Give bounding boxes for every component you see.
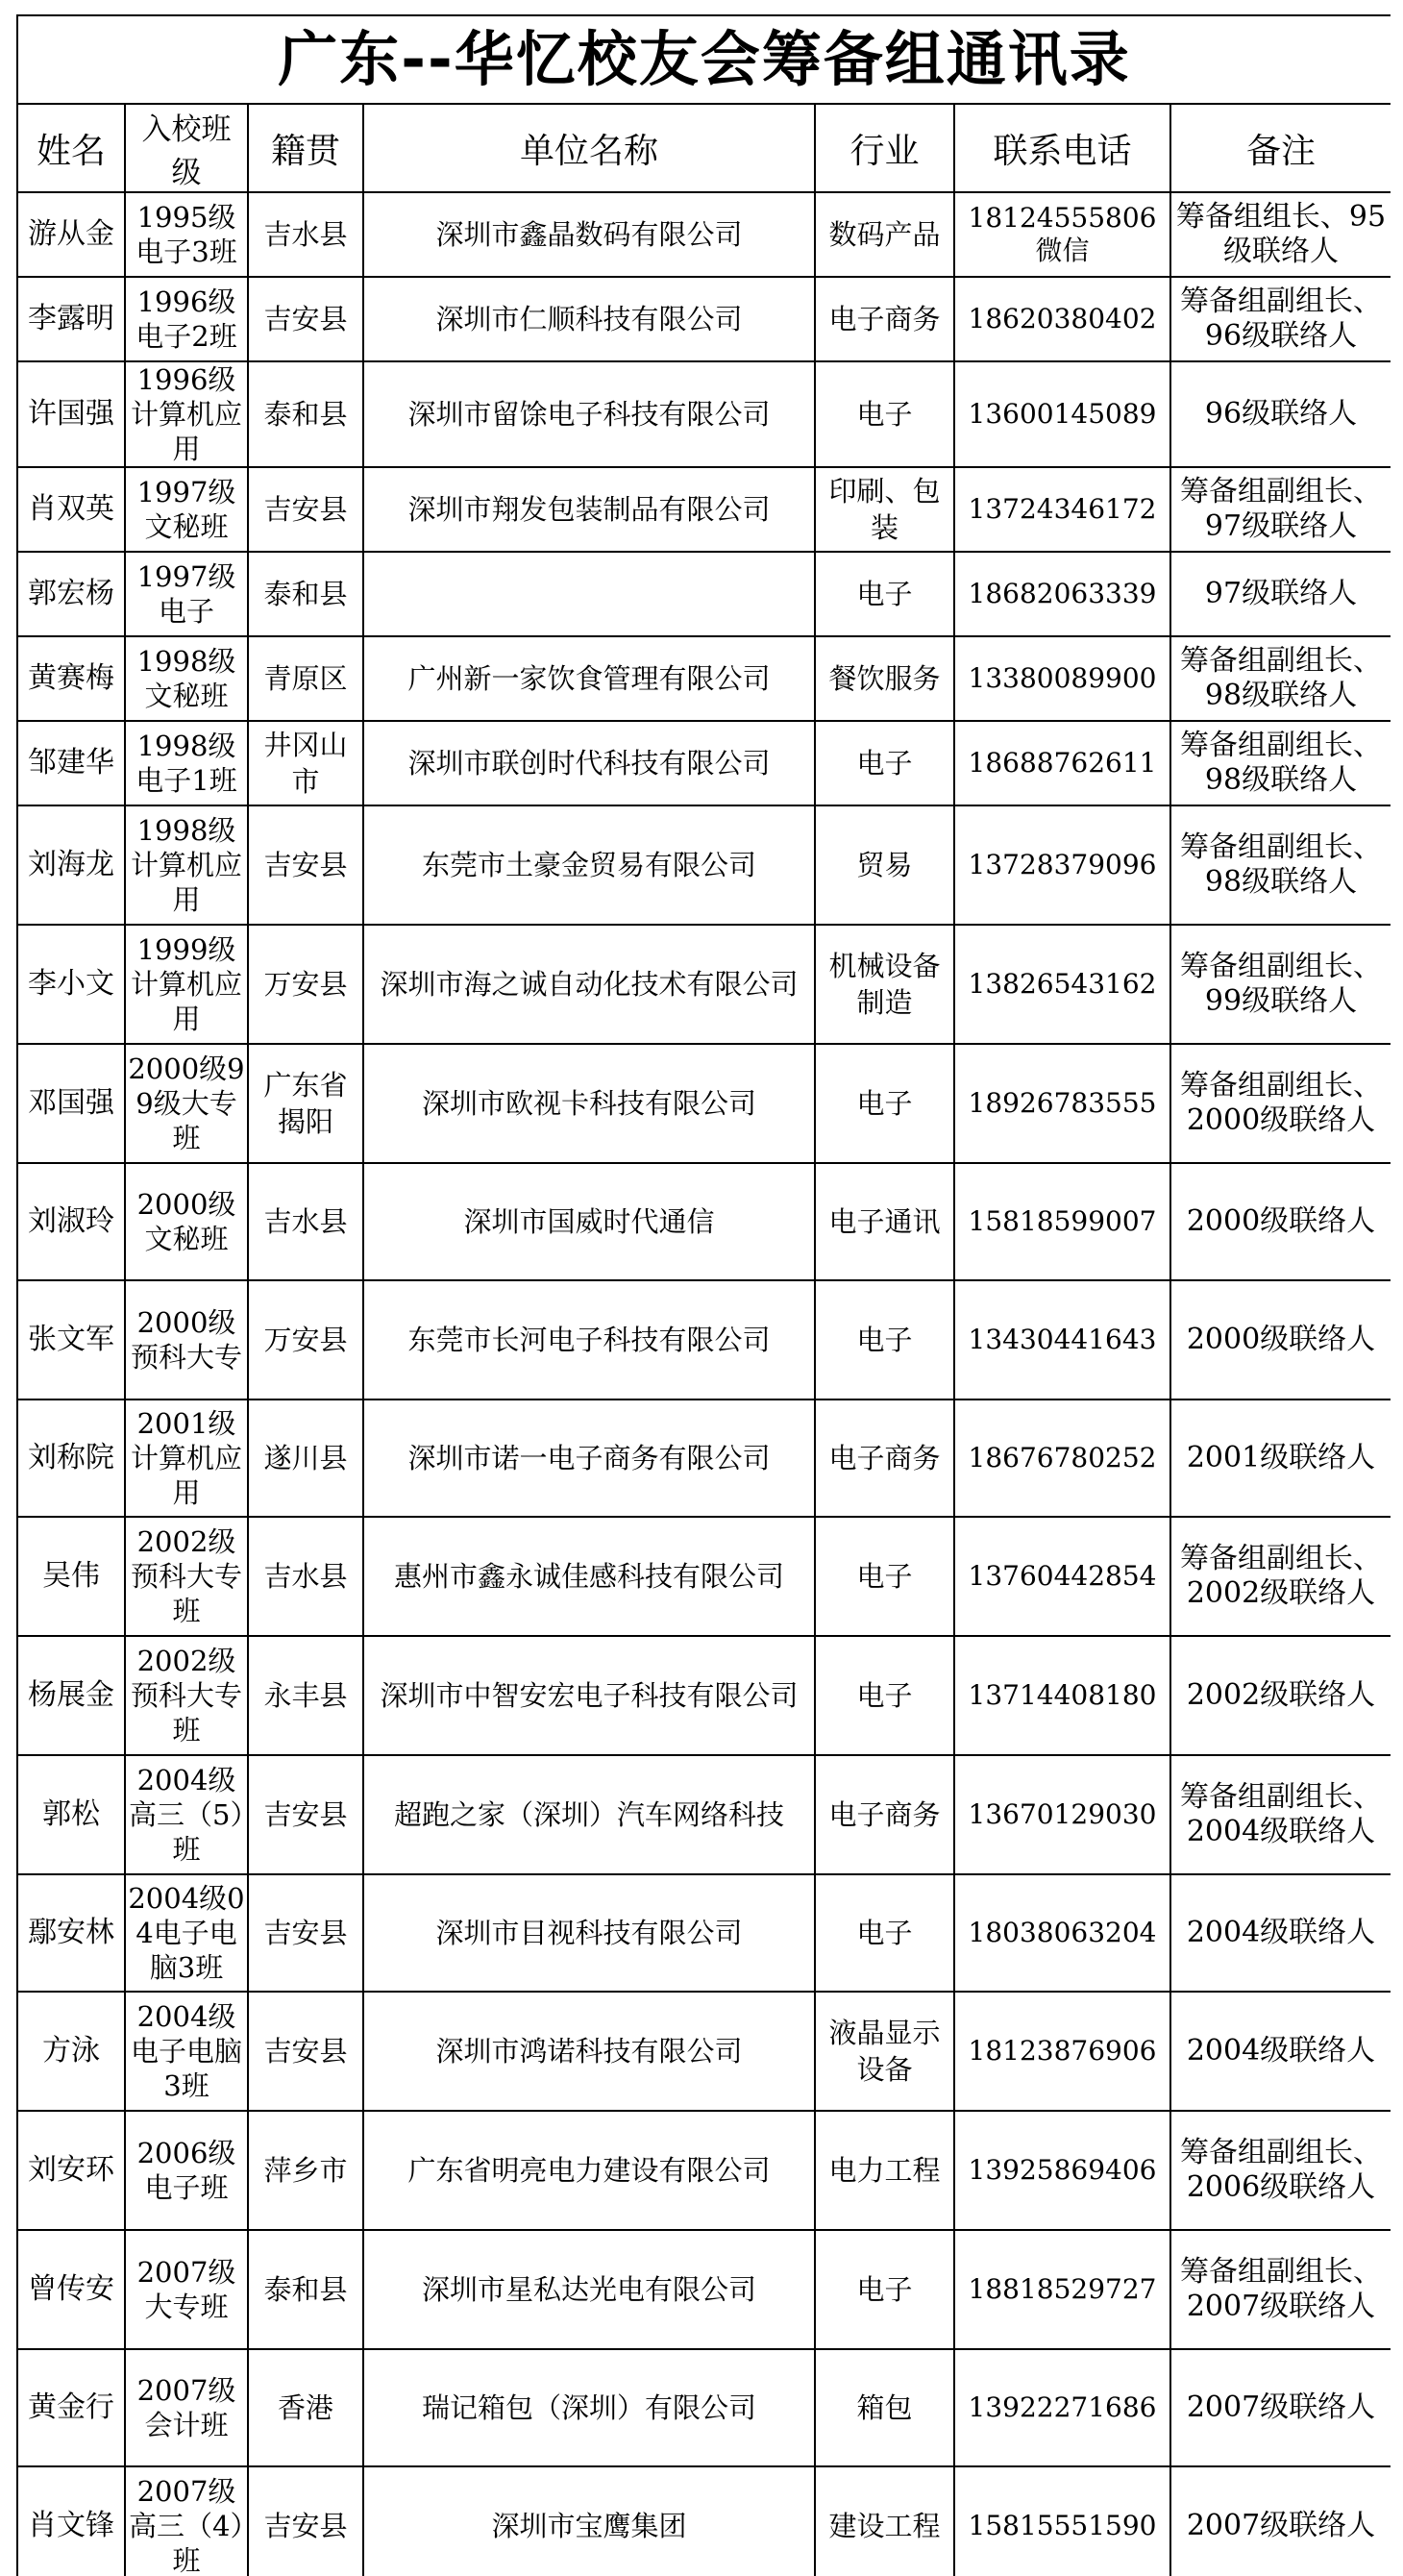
cell-origin: 广东省揭阳	[248, 1044, 363, 1163]
table-row	[17, 1044, 1391, 1163]
cell-class: 2006级电子班	[125, 2111, 248, 2230]
cell-origin: 吉水县	[248, 1163, 363, 1280]
cell-company: 深圳市仁顺科技有限公司	[363, 277, 815, 361]
cell-note: 筹备组副组长、97级联络人	[1170, 467, 1391, 552]
cell-name: 刘淑玲	[17, 1163, 125, 1280]
cell-company: 深圳市留馀电子科技有限公司	[363, 361, 815, 467]
table-row	[17, 1517, 1391, 1636]
cell-name: 刘海龙	[17, 805, 125, 925]
table-row	[17, 1163, 1391, 1280]
cell-note: 2000级联络人	[1170, 1280, 1391, 1399]
cell-phone: 13728379096	[954, 805, 1170, 925]
cell-name: 邹建华	[17, 721, 125, 805]
cell-company: 深圳市欧视卡科技有限公司	[363, 1044, 815, 1163]
header-class: 入校班级	[125, 104, 248, 192]
table-body	[17, 192, 1391, 2576]
cell-industry: 电子	[815, 721, 954, 805]
table-row	[17, 2466, 1391, 2576]
cell-note: 筹备组副组长、2007级联络人	[1170, 2230, 1391, 2349]
cell-note: 筹备组副组长、2004级联络人	[1170, 1755, 1391, 1874]
cell-name: 李小文	[17, 925, 125, 1044]
cell-note: 2007级联络人	[1170, 2466, 1391, 2576]
cell-name: 黄金行	[17, 2349, 125, 2466]
cell-note: 筹备组副组长、96级联络人	[1170, 277, 1391, 361]
cell-phone: 18676780252	[954, 1399, 1170, 1517]
cell-industry: 液晶显示设备	[815, 1992, 954, 2111]
cell-phone: 18123876906	[954, 1992, 1170, 2111]
cell-origin: 永丰县	[248, 1636, 363, 1755]
table-row	[17, 361, 1391, 467]
cell-phone: 13670129030	[954, 1755, 1170, 1874]
cell-name: 吴伟	[17, 1517, 125, 1636]
cell-industry: 机械设备制造	[815, 925, 954, 1044]
cell-company: 深圳市国威时代通信	[363, 1163, 815, 1280]
cell-industry: 数码产品	[815, 192, 954, 277]
cell-name: 刘安环	[17, 2111, 125, 2230]
cell-origin: 遂川县	[248, 1399, 363, 1517]
cell-origin: 吉安县	[248, 1992, 363, 2111]
cell-name: 郭宏杨	[17, 552, 125, 636]
cell-class: 2004级高三（5）班	[125, 1755, 248, 1874]
cell-name: 肖双英	[17, 467, 125, 552]
cell-origin: 香港	[248, 2349, 363, 2466]
cell-phone: 13724346172	[954, 467, 1170, 552]
cell-name: 张文军	[17, 1280, 125, 1399]
cell-name: 肖文锋	[17, 2466, 125, 2576]
cell-origin: 吉安县	[248, 805, 363, 925]
cell-industry: 印刷、包装	[815, 467, 954, 552]
cell-company: 超跑之家（深圳）汽车网络科技	[363, 1755, 815, 1874]
cell-industry: 餐饮服务	[815, 636, 954, 721]
cell-class: 1996级电子2班	[125, 277, 248, 361]
cell-note: 2000级联络人	[1170, 1163, 1391, 1280]
cell-class: 1998级计算机应用	[125, 805, 248, 925]
cell-phone: 18682063339	[954, 552, 1170, 636]
cell-name: 刘称院	[17, 1399, 125, 1517]
cell-industry: 电子	[815, 1636, 954, 1755]
cell-class: 1998级电子1班	[125, 721, 248, 805]
cell-class: 2001级计算机应用	[125, 1399, 248, 1517]
table-row	[17, 1399, 1391, 1517]
sheet-title: 广东--华忆校友会筹备组通讯录	[17, 15, 1391, 104]
cell-name: 游从金	[17, 192, 125, 277]
cell-industry: 电力工程	[815, 2111, 954, 2230]
cell-class: 2004级04电子电脑3班	[125, 1874, 248, 1992]
cell-industry: 电子商务	[815, 1399, 954, 1517]
table-row	[17, 277, 1391, 361]
cell-class: 1996级计算机应用	[125, 361, 248, 467]
table-row	[17, 925, 1391, 1044]
table-row	[17, 1280, 1391, 1399]
cell-phone: 18818529727	[954, 2230, 1170, 2349]
cell-company: 深圳市鸿诺科技有限公司	[363, 1992, 815, 2111]
table-row	[17, 192, 1391, 277]
cell-origin: 泰和县	[248, 361, 363, 467]
cell-industry: 电子商务	[815, 1755, 954, 1874]
cell-company: 深圳市目视科技有限公司	[363, 1874, 815, 1992]
cell-phone: 18688762611	[954, 721, 1170, 805]
cell-company: 广东省明亮电力建设有限公司	[363, 2111, 815, 2230]
cell-company: 深圳市诺一电子商务有限公司	[363, 1399, 815, 1517]
cell-class: 2007级高三（4）班	[125, 2466, 248, 2576]
cell-industry: 电子	[815, 552, 954, 636]
cell-origin: 吉安县	[248, 1755, 363, 1874]
cell-note: 96级联络人	[1170, 361, 1391, 467]
header-row	[17, 104, 1391, 192]
cell-class: 1998级文秘班	[125, 636, 248, 721]
cell-class: 1999级计算机应用	[125, 925, 248, 1044]
cell-phone: 13380089900	[954, 636, 1170, 721]
cell-company: 惠州市鑫永诚佳感科技有限公司	[363, 1517, 815, 1636]
cell-phone: 18620380402	[954, 277, 1170, 361]
cell-note: 筹备组副组长、98级联络人	[1170, 636, 1391, 721]
cell-class: 2004级电子电脑3班	[125, 1992, 248, 2111]
cell-class: 2002级预科大专班	[125, 1636, 248, 1755]
title-row	[17, 15, 1391, 104]
cell-company: 深圳市宝鹰集团	[363, 2466, 815, 2576]
header-company: 单位名称	[363, 104, 815, 192]
table-row	[17, 721, 1391, 805]
cell-phone: 13925869406	[954, 2111, 1170, 2230]
header-industry: 行业	[815, 104, 954, 192]
cell-name: 李露明	[17, 277, 125, 361]
cell-class: 2000级文秘班	[125, 1163, 248, 1280]
cell-phone: 18926783555	[954, 1044, 1170, 1163]
table-row	[17, 2111, 1391, 2230]
table-row	[17, 467, 1391, 552]
cell-industry: 电子	[815, 1874, 954, 1992]
cell-note: 筹备组副组长、2000级联络人	[1170, 1044, 1391, 1163]
cell-origin: 吉水县	[248, 192, 363, 277]
cell-note: 筹备组组长、95级联络人	[1170, 192, 1391, 277]
cell-origin: 井冈山市	[248, 721, 363, 805]
cell-company: 深圳市海之诚自动化技术有限公司	[363, 925, 815, 1044]
cell-note: 筹备组副组长、98级联络人	[1170, 721, 1391, 805]
cell-industry: 电子	[815, 1044, 954, 1163]
cell-origin: 万安县	[248, 925, 363, 1044]
cell-note: 筹备组副组长、99级联络人	[1170, 925, 1391, 1044]
table-row	[17, 552, 1391, 636]
cell-origin: 吉水县	[248, 1517, 363, 1636]
header-name: 姓名	[17, 104, 125, 192]
cell-phone: 18124555806 微信	[954, 192, 1170, 277]
cell-origin: 吉安县	[248, 467, 363, 552]
cell-industry: 电子	[815, 1517, 954, 1636]
cell-name: 邓国强	[17, 1044, 125, 1163]
cell-origin: 泰和县	[248, 552, 363, 636]
cell-industry: 箱包	[815, 2349, 954, 2466]
cell-class: 1997级文秘班	[125, 467, 248, 552]
table-row	[17, 805, 1391, 925]
cell-class: 1995级电子3班	[125, 192, 248, 277]
contact-table	[16, 14, 1391, 2576]
cell-phone: 13714408180	[954, 1636, 1170, 1755]
cell-note: 筹备组副组长、98级联络人	[1170, 805, 1391, 925]
cell-phone: 18038063204	[954, 1874, 1170, 1992]
cell-industry: 电子	[815, 2230, 954, 2349]
cell-class: 2007级会计班	[125, 2349, 248, 2466]
cell-class: 2002级预科大专班	[125, 1517, 248, 1636]
cell-industry: 贸易	[815, 805, 954, 925]
cell-company: 深圳市星私达光电有限公司	[363, 2230, 815, 2349]
cell-name: 许国强	[17, 361, 125, 467]
cell-phone: 13826543162	[954, 925, 1170, 1044]
cell-origin: 吉安县	[248, 1874, 363, 1992]
table-row	[17, 1874, 1391, 1992]
cell-note: 2004级联络人	[1170, 1992, 1391, 2111]
cell-company: 深圳市中智安宏电子科技有限公司	[363, 1636, 815, 1755]
cell-origin: 青原区	[248, 636, 363, 721]
cell-phone: 13922271686	[954, 2349, 1170, 2466]
header-origin: 籍贯	[248, 104, 363, 192]
cell-origin: 泰和县	[248, 2230, 363, 2349]
table-row	[17, 1755, 1391, 1874]
cell-company: 深圳市联创时代科技有限公司	[363, 721, 815, 805]
cell-class: 2000级99级大专班	[125, 1044, 248, 1163]
table-row	[17, 2349, 1391, 2466]
cell-company: 瑞记箱包（深圳）有限公司	[363, 2349, 815, 2466]
cell-class: 2000级预科大专	[125, 1280, 248, 1399]
table-row	[17, 2230, 1391, 2349]
cell-class: 2007级大专班	[125, 2230, 248, 2349]
cell-note: 筹备组副组长、2002级联络人	[1170, 1517, 1391, 1636]
cell-origin: 萍乡市	[248, 2111, 363, 2230]
contact-sheet	[16, 14, 1391, 2576]
cell-industry: 电子通讯	[815, 1163, 954, 1280]
cell-name: 郭松	[17, 1755, 125, 1874]
cell-note: 筹备组副组长、2006级联络人	[1170, 2111, 1391, 2230]
cell-note: 2007级联络人	[1170, 2349, 1391, 2466]
cell-company: 东莞市长河电子科技有限公司	[363, 1280, 815, 1399]
cell-note: 2004级联络人	[1170, 1874, 1391, 1992]
cell-phone: 13600145089	[954, 361, 1170, 467]
cell-name: 方泳	[17, 1992, 125, 2111]
cell-company: 深圳市鑫晶数码有限公司	[363, 192, 815, 277]
cell-name: 鄢安林	[17, 1874, 125, 1992]
table-row	[17, 636, 1391, 721]
cell-phone: 15815551590	[954, 2466, 1170, 2576]
cell-note: 2001级联络人	[1170, 1399, 1391, 1517]
cell-origin: 万安县	[248, 1280, 363, 1399]
cell-class: 1997级电子	[125, 552, 248, 636]
header-note: 备注	[1170, 104, 1391, 192]
cell-company: 广州新一家饮食管理有限公司	[363, 636, 815, 721]
cell-industry: 建设工程	[815, 2466, 954, 2576]
cell-industry: 电子	[815, 1280, 954, 1399]
cell-company	[363, 552, 815, 636]
table-row	[17, 1992, 1391, 2111]
cell-note: 2002级联络人	[1170, 1636, 1391, 1755]
cell-name: 黄赛梅	[17, 636, 125, 721]
cell-company: 深圳市翔发包装制品有限公司	[363, 467, 815, 552]
cell-origin: 吉安县	[248, 2466, 363, 2576]
cell-origin: 吉安县	[248, 277, 363, 361]
cell-note: 97级联络人	[1170, 552, 1391, 636]
cell-company: 东莞市土豪金贸易有限公司	[363, 805, 815, 925]
cell-name: 杨展金	[17, 1636, 125, 1755]
cell-phone: 13430441643	[954, 1280, 1170, 1399]
cell-phone: 13760442854	[954, 1517, 1170, 1636]
cell-industry: 电子商务	[815, 277, 954, 361]
cell-phone: 15818599007	[954, 1163, 1170, 1280]
table-row	[17, 1636, 1391, 1755]
cell-name: 曾传安	[17, 2230, 125, 2349]
cell-industry: 电子	[815, 361, 954, 467]
header-phone: 联系电话	[954, 104, 1170, 192]
